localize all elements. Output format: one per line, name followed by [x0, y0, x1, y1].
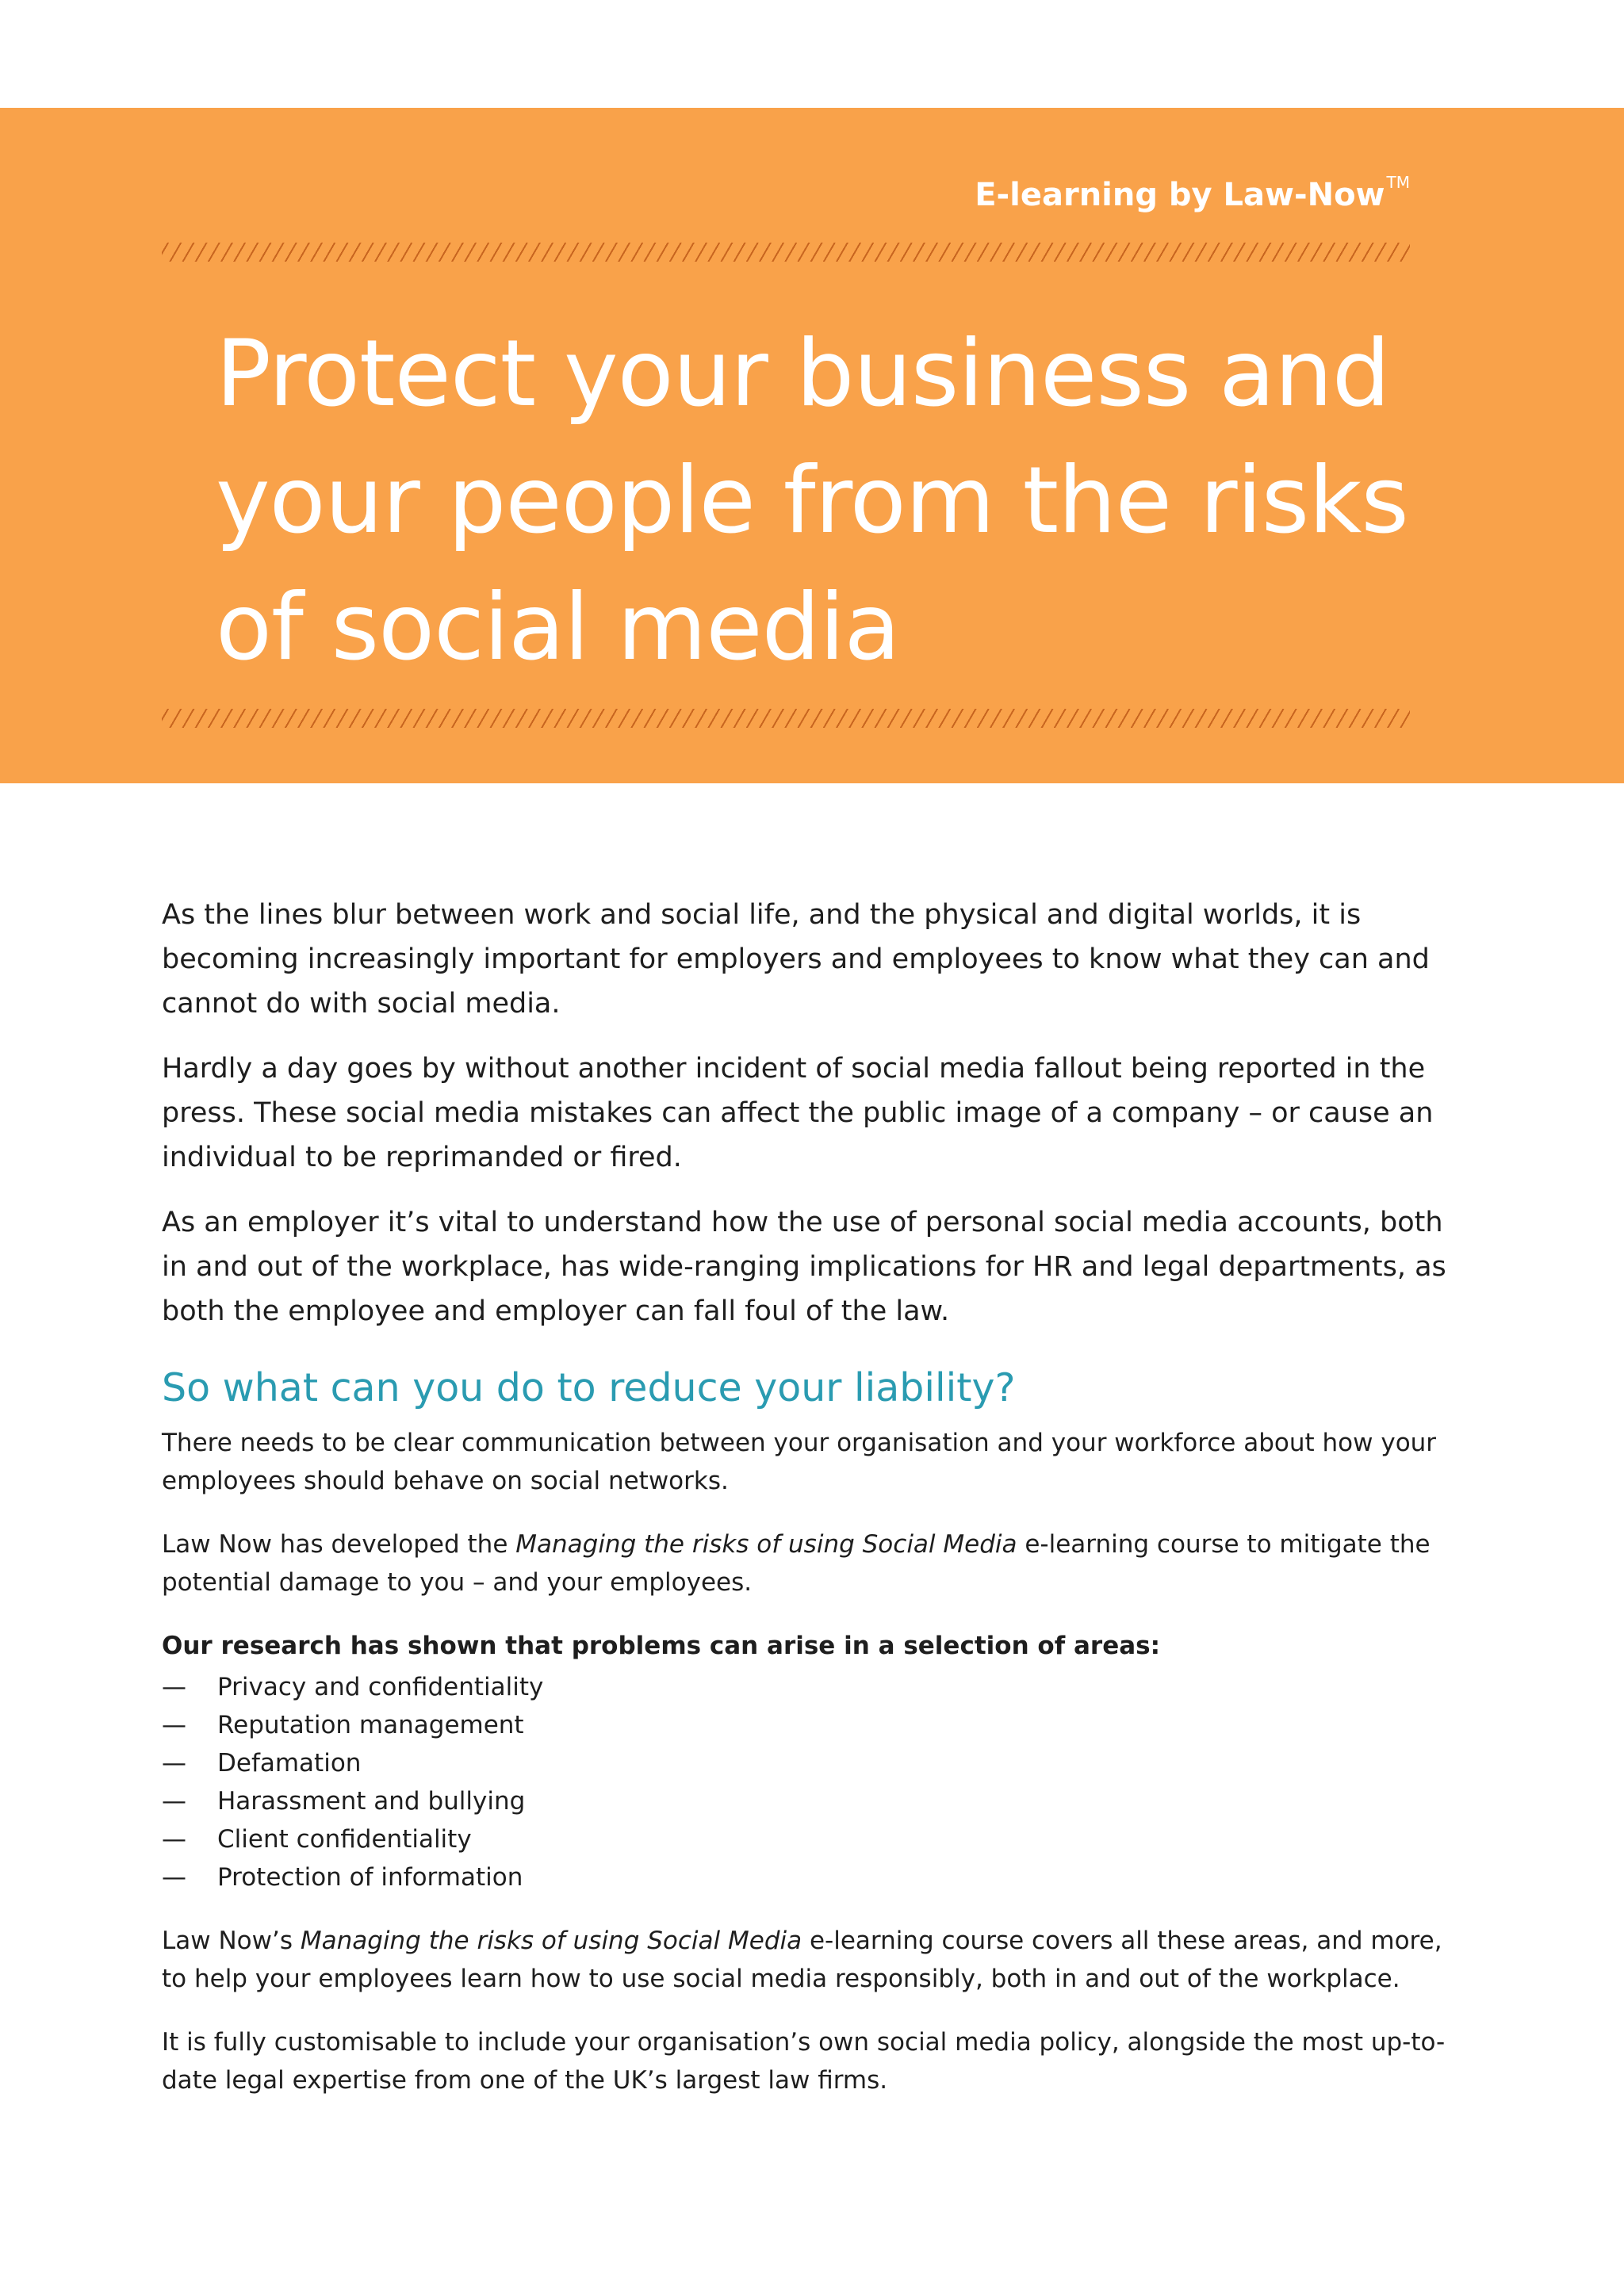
- body-paragraph-1: There needs to be clear communication between your organisation and your workforce about how your employees should behave on social networks.: [162, 1429, 1437, 1495]
- list-item: — Privacy and confidentiality: [162, 1668, 1462, 1706]
- list-item: — Protection of information: [162, 1858, 1462, 1896]
- list-item: — Client confidentiality: [162, 1820, 1462, 1858]
- brand-label: E-learning by Law-Now ™: [975, 173, 1410, 213]
- intro-paragraph-1: As the lines blur between work and social life, and the physical and digital worlds, it is becoming increasingly important for employers and employees to know what they can and cannot do with social media.: [162, 899, 1430, 1020]
- course-title: Managing the risks of using Social Media: [300, 1927, 802, 1955]
- main-content: [162, 893, 1462, 2125]
- slash-divider-bottom: [162, 709, 1410, 728]
- dash-bullet: —: [162, 1863, 186, 1892]
- list-item: — Harassment and bullying: [162, 1782, 1462, 1820]
- slash-divider-top: [162, 243, 1410, 262]
- dash-bullet: —: [162, 1825, 186, 1854]
- section-body: [162, 1424, 1462, 2099]
- body-paragraph-3: Law Now’s Managing the risks of using Social Media e-learning course covers all these areas, and more, to help your employees learn how to use social media responsibly, both in and out of the workplace.: [162, 1927, 1442, 1993]
- intro-section: [162, 893, 1462, 1334]
- areas-lead-text: Our research has shown that problems can arise in a selection of areas:: [162, 1632, 1161, 1660]
- dash-bullet: —: [162, 1749, 186, 1777]
- dash-bullet: —: [162, 1673, 186, 1701]
- trademark-mark: TM: [1386, 173, 1410, 192]
- areas-list: [162, 1668, 1462, 1896]
- body-paragraph-2: Law Now has developed the Managing the risks of using Social Media e-learning course to mitigate the potential damage to you – and your employees.: [162, 1530, 1431, 1597]
- body-paragraph-4: It is fully customisable to include your organisation’s own social media policy, alongside the most up-to-date legal expertise from one of the UK’s largest law firms.: [162, 2028, 1446, 2095]
- dash-bullet: —: [162, 1787, 186, 1816]
- intro-paragraph-3: As an employer it’s vital to understand how the use of personal social media accounts, both in and out of the workplace, has wide-ranging implications for HR and legal departments, as both the employee and employer can fall foul of the law.: [162, 1207, 1446, 1327]
- list-item: — Reputation management: [162, 1706, 1462, 1744]
- intro-paragraph-2: Hardly a day goes by without another incident of social media fallout being reported in the press. These social media mistakes can affect the public image of a company – or cause an individual to be reprimanded or fired.: [162, 1053, 1434, 1173]
- list-item: — Defamation: [162, 1744, 1462, 1782]
- section-heading: So what can you do to reduce your liability?: [162, 1365, 1016, 1410]
- page-title: Protect your business and your people from the risks of social media: [216, 320, 1408, 681]
- dash-bullet: —: [162, 1711, 186, 1739]
- course-title: Managing the risks of using Social Media: [515, 1530, 1017, 1559]
